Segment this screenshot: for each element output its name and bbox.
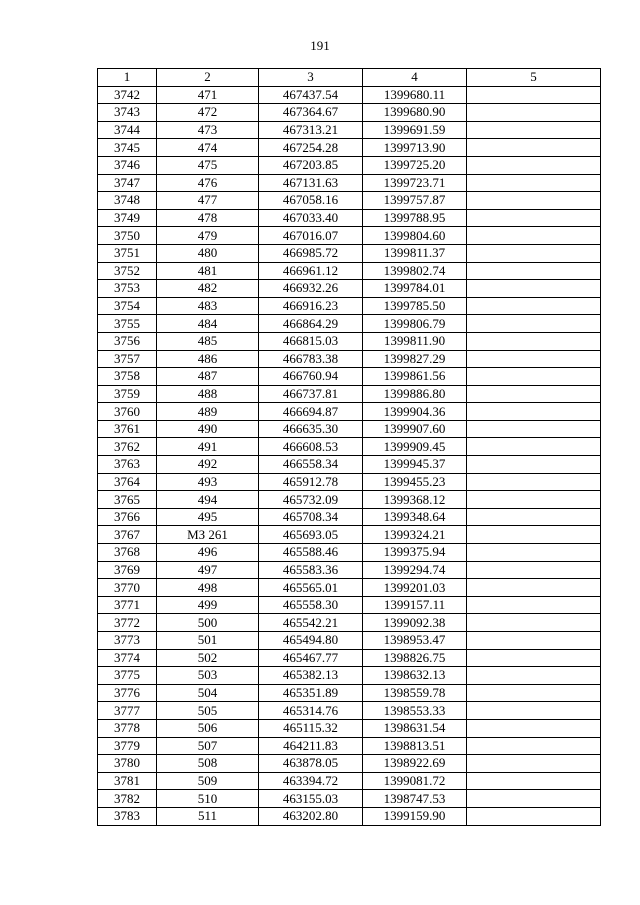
table-cell: 465583.36 bbox=[259, 561, 363, 579]
table-cell: 1399811.90 bbox=[363, 332, 467, 350]
table-cell: 507 bbox=[157, 737, 259, 755]
table-cell: 3745 bbox=[98, 139, 157, 157]
table-cell: 472 bbox=[157, 104, 259, 122]
table-cell: 3747 bbox=[98, 174, 157, 192]
table-cell: 1399806.79 bbox=[363, 315, 467, 333]
table-row bbox=[98, 438, 601, 456]
table-cell bbox=[467, 790, 601, 808]
table-cell bbox=[467, 526, 601, 544]
table-cell: 465542.21 bbox=[259, 614, 363, 632]
table-cell: 3767 bbox=[98, 526, 157, 544]
coordinates-table bbox=[97, 68, 601, 826]
table-cell: 465494.80 bbox=[259, 632, 363, 650]
table-cell: 465115.32 bbox=[259, 719, 363, 737]
table-cell: 467437.54 bbox=[259, 86, 363, 104]
column-header: 2 bbox=[157, 69, 259, 87]
table-row bbox=[98, 403, 601, 421]
table-cell: 466815.03 bbox=[259, 332, 363, 350]
table-cell: 511 bbox=[157, 807, 259, 825]
table-cell: 3756 bbox=[98, 332, 157, 350]
page-number: 191 bbox=[310, 38, 330, 53]
table-cell: 479 bbox=[157, 227, 259, 245]
table-cell: 466608.53 bbox=[259, 438, 363, 456]
table-cell: 3775 bbox=[98, 667, 157, 685]
table-cell bbox=[467, 262, 601, 280]
table-cell bbox=[467, 491, 601, 509]
table-cell: 500 bbox=[157, 614, 259, 632]
table-cell: 466932.26 bbox=[259, 280, 363, 298]
table-row bbox=[98, 526, 601, 544]
table-row bbox=[98, 368, 601, 386]
table-cell: 467058.16 bbox=[259, 192, 363, 210]
table-cell: 1399691.59 bbox=[363, 121, 467, 139]
table-cell: 501 bbox=[157, 632, 259, 650]
column-header: 1 bbox=[98, 69, 157, 87]
table-cell: 506 bbox=[157, 719, 259, 737]
table-cell: 1399375.94 bbox=[363, 544, 467, 562]
table-cell bbox=[467, 684, 601, 702]
table-cell bbox=[467, 192, 601, 210]
table-cell bbox=[467, 579, 601, 597]
table-cell: 1399081.72 bbox=[363, 772, 467, 790]
table-cell: 3779 bbox=[98, 737, 157, 755]
table-cell bbox=[467, 403, 601, 421]
table-cell bbox=[467, 350, 601, 368]
table-row bbox=[98, 209, 601, 227]
table-cell: 464211.83 bbox=[259, 737, 363, 755]
table-cell: 1398632.13 bbox=[363, 667, 467, 685]
table-cell: 3751 bbox=[98, 244, 157, 262]
table-cell: 499 bbox=[157, 596, 259, 614]
table-row bbox=[98, 121, 601, 139]
table-row bbox=[98, 632, 601, 650]
table-cell: 3754 bbox=[98, 297, 157, 315]
table-cell: 1398631.54 bbox=[363, 719, 467, 737]
table-cell: 3744 bbox=[98, 121, 157, 139]
table-row bbox=[98, 456, 601, 474]
table-row bbox=[98, 174, 601, 192]
table-cell bbox=[467, 385, 601, 403]
table-cell: 1399455.23 bbox=[363, 473, 467, 491]
table-cell bbox=[467, 368, 601, 386]
table-cell: 496 bbox=[157, 544, 259, 562]
table-cell: 493 bbox=[157, 473, 259, 491]
table-cell: 467203.85 bbox=[259, 156, 363, 174]
table-cell: 3742 bbox=[98, 86, 157, 104]
table-cell bbox=[467, 667, 601, 685]
table-cell bbox=[467, 280, 601, 298]
table-cell bbox=[467, 174, 601, 192]
table-cell bbox=[467, 737, 601, 755]
table-cell: 3761 bbox=[98, 420, 157, 438]
table-cell bbox=[467, 456, 601, 474]
table-cell: 489 bbox=[157, 403, 259, 421]
table-cell: 3758 bbox=[98, 368, 157, 386]
table-row bbox=[98, 297, 601, 315]
table-cell: 1399785.50 bbox=[363, 297, 467, 315]
table-cell: 1399723.71 bbox=[363, 174, 467, 192]
table-cell: 3769 bbox=[98, 561, 157, 579]
table-cell bbox=[467, 473, 601, 491]
table-cell: 465467.77 bbox=[259, 649, 363, 667]
table-cell: 487 bbox=[157, 368, 259, 386]
table-row bbox=[98, 192, 601, 210]
table-cell: 490 bbox=[157, 420, 259, 438]
table-cell: 3763 bbox=[98, 456, 157, 474]
table-cell: 1398826.75 bbox=[363, 649, 467, 667]
table-cell: 3774 bbox=[98, 649, 157, 667]
table-cell: 1399159.90 bbox=[363, 807, 467, 825]
table-cell: 3768 bbox=[98, 544, 157, 562]
table-cell: 466760.94 bbox=[259, 368, 363, 386]
table-cell: 466985.72 bbox=[259, 244, 363, 262]
table-cell: 3778 bbox=[98, 719, 157, 737]
table-cell bbox=[467, 438, 601, 456]
table-row bbox=[98, 491, 601, 509]
table-cell bbox=[467, 121, 601, 139]
table-cell: 1399092.38 bbox=[363, 614, 467, 632]
table-cell bbox=[467, 632, 601, 650]
table-row bbox=[98, 719, 601, 737]
table-row bbox=[98, 244, 601, 262]
table-cell: 463394.72 bbox=[259, 772, 363, 790]
table-cell: 465565.01 bbox=[259, 579, 363, 597]
table-cell: 463155.03 bbox=[259, 790, 363, 808]
table-cell: 465588.46 bbox=[259, 544, 363, 562]
table-cell: 467016.07 bbox=[259, 227, 363, 245]
table-row bbox=[98, 649, 601, 667]
table-cell: 1399680.11 bbox=[363, 86, 467, 104]
table-row bbox=[98, 385, 601, 403]
table-row bbox=[98, 156, 601, 174]
table-cell: 1399324.21 bbox=[363, 526, 467, 544]
table-cell: 3776 bbox=[98, 684, 157, 702]
table-cell: 480 bbox=[157, 244, 259, 262]
table-row bbox=[98, 350, 601, 368]
table-cell: 1399904.36 bbox=[363, 403, 467, 421]
table-cell: 498 bbox=[157, 579, 259, 597]
table-cell: 465732.09 bbox=[259, 491, 363, 509]
table-cell: 3760 bbox=[98, 403, 157, 421]
table-cell: 1399907.60 bbox=[363, 420, 467, 438]
table-cell bbox=[467, 561, 601, 579]
table-row bbox=[98, 772, 601, 790]
table-cell bbox=[467, 227, 601, 245]
table-cell: 1399201.03 bbox=[363, 579, 467, 597]
table-cell: 1399788.95 bbox=[363, 209, 467, 227]
table-cell bbox=[467, 807, 601, 825]
table-cell bbox=[467, 719, 601, 737]
table-row bbox=[98, 667, 601, 685]
table-row bbox=[98, 737, 601, 755]
table-row bbox=[98, 262, 601, 280]
table-cell: 495 bbox=[157, 508, 259, 526]
table-cell: 1399368.12 bbox=[363, 491, 467, 509]
table-cell: 1398553.33 bbox=[363, 702, 467, 720]
table-cell bbox=[467, 244, 601, 262]
table-cell: 1399886.80 bbox=[363, 385, 467, 403]
table-cell: 1399861.56 bbox=[363, 368, 467, 386]
table-cell: 465558.30 bbox=[259, 596, 363, 614]
table-cell: 466783.38 bbox=[259, 350, 363, 368]
table-cell: 3783 bbox=[98, 807, 157, 825]
table-cell: 494 bbox=[157, 491, 259, 509]
table-cell: 1399157.11 bbox=[363, 596, 467, 614]
column-header: 5 bbox=[467, 69, 601, 87]
table-cell: 3770 bbox=[98, 579, 157, 597]
table-cell: 3781 bbox=[98, 772, 157, 790]
table-cell bbox=[467, 209, 601, 227]
table-cell: 465351.89 bbox=[259, 684, 363, 702]
table-cell: 3746 bbox=[98, 156, 157, 174]
table-cell: 510 bbox=[157, 790, 259, 808]
table-cell bbox=[467, 649, 601, 667]
table-cell: 467313.21 bbox=[259, 121, 363, 139]
table-cell: 466864.29 bbox=[259, 315, 363, 333]
table-cell: 465708.34 bbox=[259, 508, 363, 526]
table-cell: 466635.30 bbox=[259, 420, 363, 438]
table-cell bbox=[467, 755, 601, 773]
table-cell: 505 bbox=[157, 702, 259, 720]
table-cell: 3757 bbox=[98, 350, 157, 368]
table-cell: 1398747.53 bbox=[363, 790, 467, 808]
table-cell bbox=[467, 104, 601, 122]
table-cell: 1399725.20 bbox=[363, 156, 467, 174]
table-cell: 3764 bbox=[98, 473, 157, 491]
table-row bbox=[98, 332, 601, 350]
table-row bbox=[98, 473, 601, 491]
table-cell bbox=[467, 772, 601, 790]
table-cell: 3762 bbox=[98, 438, 157, 456]
table-cell: 465314.76 bbox=[259, 702, 363, 720]
table-cell: 463202.80 bbox=[259, 807, 363, 825]
table-cell: 1399294.74 bbox=[363, 561, 467, 579]
table-cell: 467131.63 bbox=[259, 174, 363, 192]
table-cell: 465382.13 bbox=[259, 667, 363, 685]
table-cell: 492 bbox=[157, 456, 259, 474]
table-cell: 504 bbox=[157, 684, 259, 702]
table-cell: 3766 bbox=[98, 508, 157, 526]
table-cell bbox=[467, 420, 601, 438]
table-cell: 465693.05 bbox=[259, 526, 363, 544]
table-cell: 484 bbox=[157, 315, 259, 333]
table-cell: 509 bbox=[157, 772, 259, 790]
table-cell: 1399348.64 bbox=[363, 508, 467, 526]
table-cell: 465912.78 bbox=[259, 473, 363, 491]
table-cell bbox=[467, 139, 601, 157]
table-cell: 3782 bbox=[98, 790, 157, 808]
table-row bbox=[98, 790, 601, 808]
table-cell: 481 bbox=[157, 262, 259, 280]
table-cell: 1399713.90 bbox=[363, 139, 467, 157]
table-cell bbox=[467, 544, 601, 562]
table-body bbox=[98, 86, 601, 825]
table-cell: 503 bbox=[157, 667, 259, 685]
table-cell: 3772 bbox=[98, 614, 157, 632]
table-cell bbox=[467, 596, 601, 614]
table-cell: 466694.87 bbox=[259, 403, 363, 421]
table-cell: 3771 bbox=[98, 596, 157, 614]
table-cell: 466916.23 bbox=[259, 297, 363, 315]
table-row bbox=[98, 561, 601, 579]
table-row bbox=[98, 755, 601, 773]
table-cell bbox=[467, 508, 601, 526]
table-cell: 466961.12 bbox=[259, 262, 363, 280]
table-cell: 466737.81 bbox=[259, 385, 363, 403]
table-cell: 3777 bbox=[98, 702, 157, 720]
table-cell: 1398953.47 bbox=[363, 632, 467, 650]
table-row bbox=[98, 139, 601, 157]
table-cell: 497 bbox=[157, 561, 259, 579]
table-cell: 478 bbox=[157, 209, 259, 227]
table-header-row bbox=[98, 69, 601, 87]
table-cell: 482 bbox=[157, 280, 259, 298]
table-cell: 1398922.69 bbox=[363, 755, 467, 773]
table-cell: 473 bbox=[157, 121, 259, 139]
table-cell: 477 bbox=[157, 192, 259, 210]
table-cell: 1399827.29 bbox=[363, 350, 467, 368]
table-cell: 3749 bbox=[98, 209, 157, 227]
table-row bbox=[98, 104, 601, 122]
table-cell bbox=[467, 86, 601, 104]
table-cell bbox=[467, 702, 601, 720]
table-cell: 3759 bbox=[98, 385, 157, 403]
table-cell: 483 bbox=[157, 297, 259, 315]
table-cell: 1398559.78 bbox=[363, 684, 467, 702]
table-cell: 467364.67 bbox=[259, 104, 363, 122]
column-header: 4 bbox=[363, 69, 467, 87]
table-row bbox=[98, 227, 601, 245]
table-cell: 3773 bbox=[98, 632, 157, 650]
table-cell: 491 bbox=[157, 438, 259, 456]
table-cell: 1399804.60 bbox=[363, 227, 467, 245]
table-cell: 1399784.01 bbox=[363, 280, 467, 298]
table-cell: 502 bbox=[157, 649, 259, 667]
table-cell: 3755 bbox=[98, 315, 157, 333]
table-row bbox=[98, 86, 601, 104]
table-row bbox=[98, 544, 601, 562]
table-row bbox=[98, 684, 601, 702]
table-cell: 486 bbox=[157, 350, 259, 368]
table-cell: 471 bbox=[157, 86, 259, 104]
table-row bbox=[98, 614, 601, 632]
table-cell: 1399811.37 bbox=[363, 244, 467, 262]
table-cell: 3752 bbox=[98, 262, 157, 280]
table-row bbox=[98, 315, 601, 333]
table-row bbox=[98, 420, 601, 438]
table-cell: 467033.40 bbox=[259, 209, 363, 227]
table-row bbox=[98, 596, 601, 614]
table-cell: 474 bbox=[157, 139, 259, 157]
table-cell: 488 bbox=[157, 385, 259, 403]
table-cell: 508 bbox=[157, 755, 259, 773]
table-cell: 476 bbox=[157, 174, 259, 192]
table-cell: 1398813.51 bbox=[363, 737, 467, 755]
table-cell: 3748 bbox=[98, 192, 157, 210]
table-cell: 1399909.45 bbox=[363, 438, 467, 456]
table-cell: 3780 bbox=[98, 755, 157, 773]
table-row bbox=[98, 807, 601, 825]
table-cell bbox=[467, 332, 601, 350]
table-cell: 485 bbox=[157, 332, 259, 350]
table-cell bbox=[467, 315, 601, 333]
table-cell: 466558.34 bbox=[259, 456, 363, 474]
table-row bbox=[98, 280, 601, 298]
table-cell bbox=[467, 297, 601, 315]
table-row bbox=[98, 508, 601, 526]
column-header: 3 bbox=[259, 69, 363, 87]
table-cell: 3750 bbox=[98, 227, 157, 245]
table-cell bbox=[467, 156, 601, 174]
table-cell: 1399945.37 bbox=[363, 456, 467, 474]
table-cell: МЗ 261 bbox=[157, 526, 259, 544]
table-row bbox=[98, 702, 601, 720]
table-cell: 1399802.74 bbox=[363, 262, 467, 280]
table-row bbox=[98, 579, 601, 597]
table-cell: 3765 bbox=[98, 491, 157, 509]
table-cell: 467254.28 bbox=[259, 139, 363, 157]
table-cell: 463878.05 bbox=[259, 755, 363, 773]
table-cell: 3743 bbox=[98, 104, 157, 122]
table-cell: 1399757.87 bbox=[363, 192, 467, 210]
table-cell: 475 bbox=[157, 156, 259, 174]
table-cell: 1399680.90 bbox=[363, 104, 467, 122]
table-cell bbox=[467, 614, 601, 632]
table-cell: 3753 bbox=[98, 280, 157, 298]
